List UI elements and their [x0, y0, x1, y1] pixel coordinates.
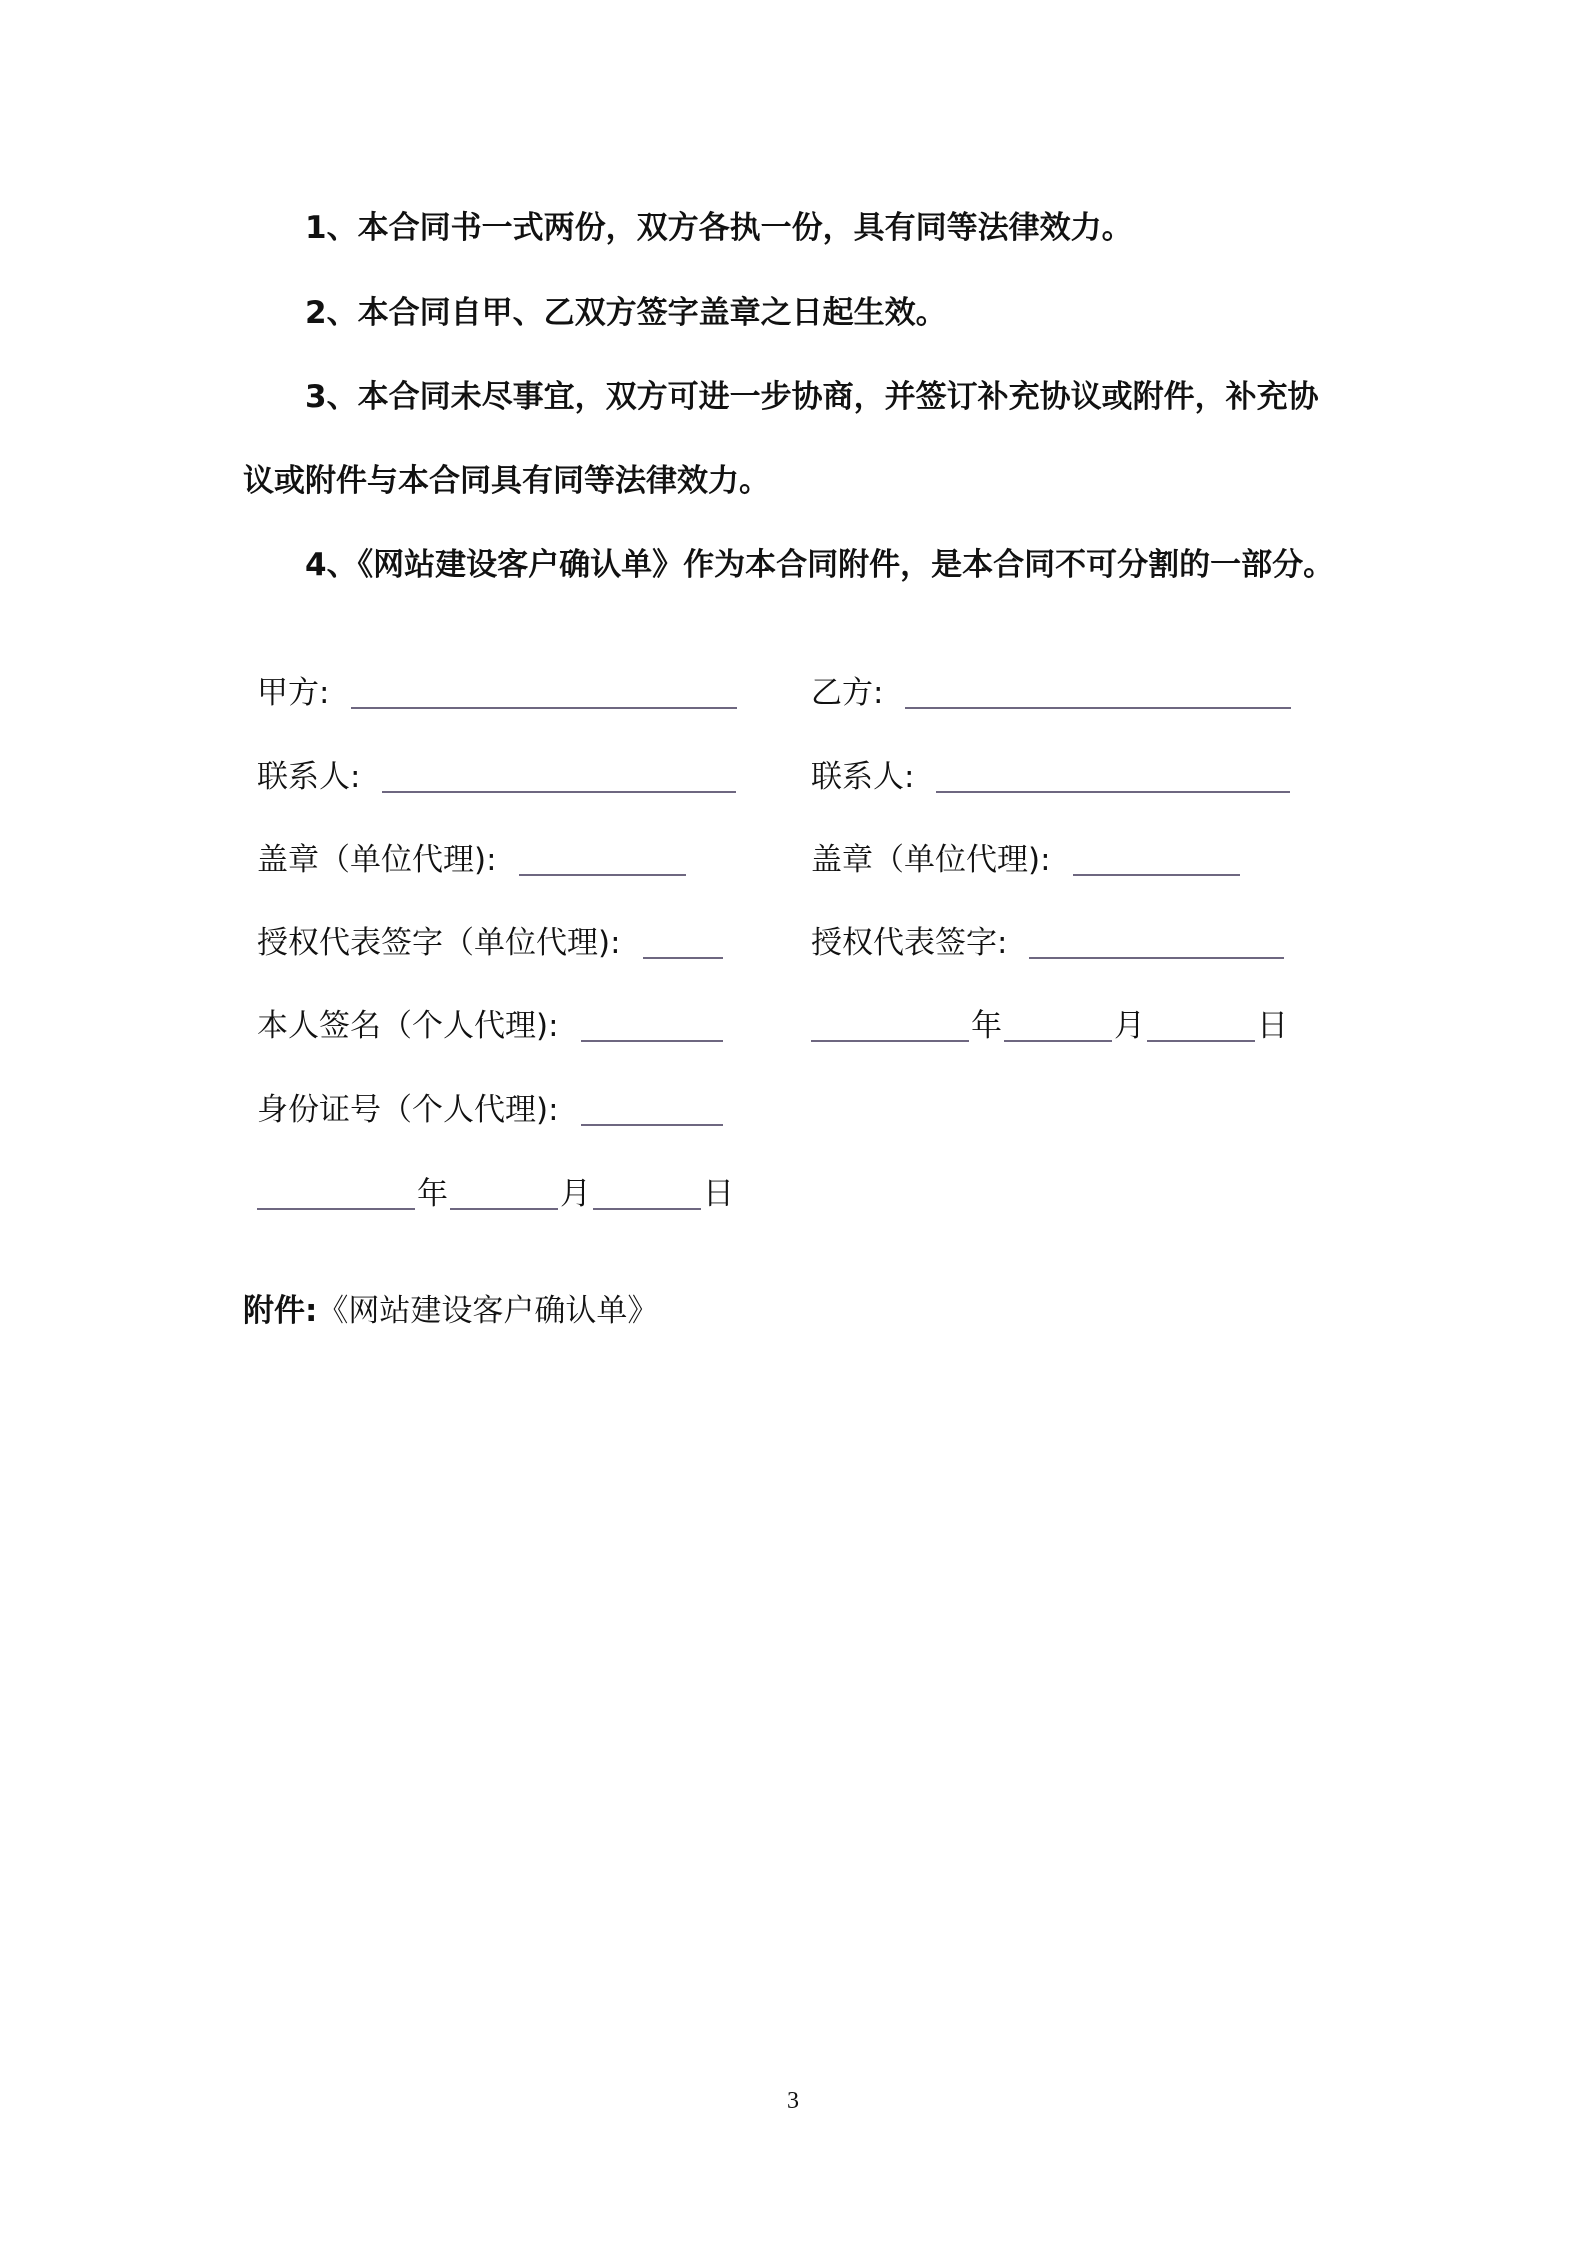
party-a-name-label: 甲方:: [257, 675, 330, 711]
party-b-signature-block: [811, 0, 1291, 1250]
clause-3-continued: 议或附件与本合同具有同等法律效力。: [243, 463, 770, 499]
party-a-seal-line[interactable]: [519, 874, 686, 876]
party-a-auth-sign-line[interactable]: [643, 957, 723, 959]
party-b-year-label: 年: [971, 1008, 1002, 1044]
party-a-auth-sign-label: 授权代表签字（单位代理):: [257, 925, 621, 961]
party-b-date-row: [811, 1006, 1290, 1046]
party-b-seal-row: [811, 840, 1240, 880]
party-a-contact-label: 联系人:: [257, 759, 361, 795]
party-b-month-label: 月: [1114, 1008, 1145, 1044]
attachment-title: 《网站建设客户确认单》: [317, 1293, 659, 1329]
party-a-id-row: [257, 1090, 723, 1130]
party-a-contact-line[interactable]: [382, 791, 736, 793]
party-b-name-row: [811, 673, 1291, 713]
party-b-day-label: 日: [1257, 1008, 1288, 1044]
party-b-contact-label: 联系人:: [811, 759, 915, 795]
party-a-name-line[interactable]: [351, 707, 737, 709]
party-a-year-label: 年: [417, 1176, 448, 1212]
party-a-id-line[interactable]: [581, 1124, 723, 1126]
party-b-seal-line[interactable]: [1073, 874, 1240, 876]
clause-2: 2、本合同自甲、乙双方签字盖章之日起生效。: [305, 295, 947, 331]
party-a-personal-sign-row: [257, 1006, 723, 1046]
party-b-auth-sign-label: 授权代表签字:: [811, 925, 1008, 961]
attachment-line: [243, 1291, 658, 1331]
party-b-auth-sign-row: [811, 923, 1284, 963]
party-b-contact-row: [811, 757, 1290, 797]
clause-1: 1、本合同书一式两份，双方各执一份，具有同等法律效力。: [305, 210, 1133, 246]
party-a-date-row: [257, 1174, 736, 1214]
party-b-contact-line[interactable]: [936, 791, 1290, 793]
party-a-personal-sign-label: 本人签名（个人代理):: [257, 1008, 559, 1044]
party-b-name-line[interactable]: [905, 707, 1291, 709]
party-a-personal-sign-line[interactable]: [581, 1040, 723, 1042]
page-number: 3: [787, 2088, 799, 2114]
party-b-day-line[interactable]: [1147, 1040, 1255, 1042]
attachment-label: 附件:: [243, 1293, 318, 1329]
party-b-seal-label: 盖章（单位代理):: [811, 842, 1051, 878]
party-a-id-label: 身份证号（个人代理):: [257, 1092, 559, 1128]
party-a-day-line[interactable]: [593, 1208, 701, 1210]
party-b-auth-sign-line[interactable]: [1029, 957, 1284, 959]
party-a-month-label: 月: [560, 1176, 591, 1212]
clause-4: 4、《网站建设客户确认单》作为本合同附件，是本合同不可分割的一部分。: [305, 547, 1335, 583]
party-a-seal-label: 盖章（单位代理):: [257, 842, 497, 878]
party-a-year-line[interactable]: [257, 1208, 415, 1210]
clause-3: 3、本合同未尽事宜，双方可进一步协商，并签订补充协议或附件，补充协: [305, 379, 1319, 415]
party-a-month-line[interactable]: [450, 1208, 558, 1210]
party-a-auth-sign-row: [257, 923, 723, 963]
party-a-name-row: [257, 673, 737, 713]
party-b-name-label: 乙方:: [811, 675, 884, 711]
party-b-month-line[interactable]: [1004, 1040, 1112, 1042]
party-a-day-label: 日: [703, 1176, 734, 1212]
party-a-signature-block: [257, 0, 737, 1250]
party-b-year-line[interactable]: [811, 1040, 969, 1042]
party-a-seal-row: [257, 840, 686, 880]
party-a-contact-row: [257, 757, 736, 797]
